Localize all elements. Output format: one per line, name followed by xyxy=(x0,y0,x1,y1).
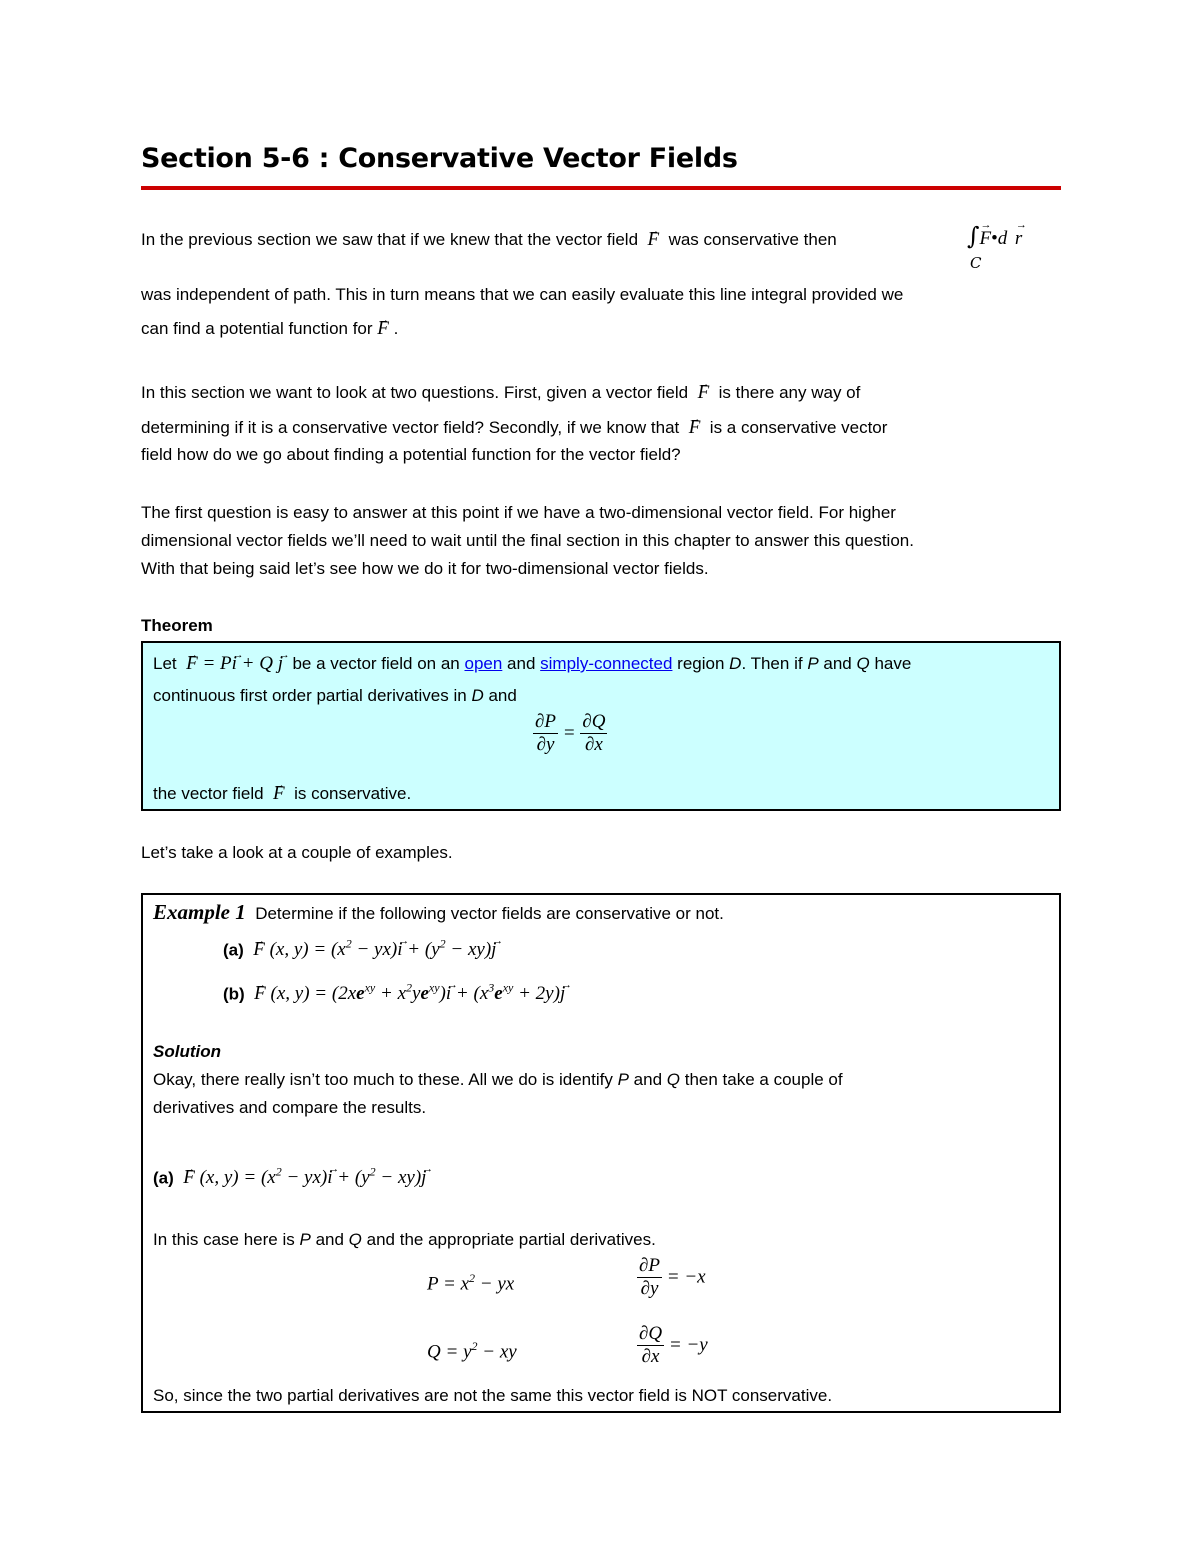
case-text: and the appropriate partial derivatives. xyxy=(366,1230,656,1249)
link-open[interactable]: open xyxy=(464,654,503,673)
intro-line-3: can find a potential function for → F . xyxy=(141,318,398,340)
theorem-text: Let xyxy=(153,654,177,673)
theorem-line-1 xyxy=(153,653,911,675)
part-label: (a) xyxy=(223,940,244,960)
case-text: In this case here is xyxy=(153,1230,295,1249)
intro-line-1 xyxy=(141,229,837,251)
solution-part-a xyxy=(153,1161,426,1189)
theorem-var: P xyxy=(807,654,819,673)
part-label: (a) xyxy=(153,1168,174,1188)
theorem-text: and xyxy=(488,686,517,705)
example-label: Example 1 xyxy=(153,900,246,924)
solution-text: and xyxy=(633,1070,663,1089)
case-text: and xyxy=(315,1230,344,1249)
vector-F: → F xyxy=(689,417,701,439)
theorem-text: . Then if xyxy=(741,654,803,673)
equation-a: → F (x, $y) = (x^2 - yx)\to i + (y^2 - xy)\to j$ xyxy=(253,939,496,960)
example-part-b xyxy=(223,977,565,1005)
theorem-text: the vector field xyxy=(153,784,264,803)
intro-text: can find a potential function for xyxy=(141,319,373,338)
theorem-text: continuous first order partial derivatives in xyxy=(153,686,467,705)
intro-text: In the previous section we saw that if we knew that the vector field xyxy=(141,230,639,249)
theorem-text: is conservative. xyxy=(294,784,412,803)
intro-line-8: dimensional vector fields we’ll need to wait until the final section in this chapter to answer this question. xyxy=(141,531,914,550)
theorem-var: D xyxy=(471,686,484,705)
intro-line-2: was independent of path. This in turn means that we can easily evaluate this line integral provided we xyxy=(141,285,904,304)
integral-subscript-C: C xyxy=(970,254,982,272)
solution-line-1 xyxy=(153,1069,843,1091)
solution-var: Q xyxy=(666,1070,681,1089)
link-simply-connected[interactable]: simply-connected xyxy=(540,654,673,673)
vector-F: → F xyxy=(648,229,660,251)
theorem-box xyxy=(141,641,1061,811)
theorem-line-2 xyxy=(153,685,517,707)
theorem-text: be a vector field on an xyxy=(292,654,460,673)
transition-text: Let’s take a look at a couple of examples. xyxy=(141,843,453,862)
theorem-line-3 xyxy=(153,783,411,805)
intro-line-6: field how do we go about finding a potential function for the vector field? xyxy=(141,445,681,464)
solution-var: P xyxy=(617,1070,629,1089)
example-prompt: Determine if the following vector fields are conservative or not. xyxy=(255,904,724,923)
vector-F: → F xyxy=(377,318,389,340)
line-integral: ∫→ F•d → r xyxy=(967,222,1022,250)
equation-b: → F (x, $y) = (2xe^{xy} + x^2ye^{xy})\to i + (x^3e^{xy} + 2y)\to j$ xyxy=(254,983,565,1004)
case-var: Q xyxy=(348,1230,362,1249)
theorem-text: region xyxy=(677,654,725,673)
intro-line-9: With that being said let’s see how we do it for two-dimensional vector fields. xyxy=(141,559,709,578)
example-header xyxy=(153,901,724,925)
example-box xyxy=(141,893,1061,1413)
Q-definition: $Q = y^2$ − xy xyxy=(427,1339,517,1363)
solution-heading: Solution xyxy=(153,1042,221,1061)
part-label: (b) xyxy=(223,984,245,1004)
solution-text: then take a couple of xyxy=(684,1070,843,1089)
case-var: P xyxy=(299,1230,311,1249)
intro-line-7: The first question is easy to answer at this point if we have a two-dimensional vector field. For higher xyxy=(141,503,896,522)
dQ-dx-result: $\frac{\partial Q}{\partial x}$ = −y xyxy=(639,1323,708,1367)
intro-text: is a conservative vector xyxy=(709,418,888,437)
theorem-var: D xyxy=(729,654,742,673)
theorem-heading: Theorem xyxy=(141,616,213,635)
theorem-text: and xyxy=(823,654,852,673)
intro-text: In this section we want to look at two questions. First, given a vector field xyxy=(141,383,689,402)
intro-text: is there any way of xyxy=(718,383,861,402)
theorem-text: and xyxy=(507,654,536,673)
theorem-text: have xyxy=(874,654,912,673)
conclusion-text: So, since the two partial derivatives are not the same this vector field is NOT conservative. xyxy=(153,1386,833,1405)
dP-dy-result: $\frac{\partial P}{\partial y}$ = −x xyxy=(639,1255,706,1299)
P-definition: $P = x^2$ − yx xyxy=(427,1271,515,1295)
intro-text: was conservative then xyxy=(668,230,837,249)
solution-line-2: derivatives and compare the results. xyxy=(153,1098,427,1117)
theorem-var: Q xyxy=(856,654,870,673)
intro-text: determining if it is a conservative vector field? Secondly, if we know that xyxy=(141,418,680,437)
case-line xyxy=(153,1229,656,1251)
intro-line-4 xyxy=(141,382,860,404)
section-title: Section 5-6 : Conservative Vector Fields xyxy=(141,143,738,174)
theorem-equation: → F = P→ i + Q → j xyxy=(186,653,283,674)
vector-F: → F xyxy=(698,382,710,404)
equation-a-repeat: → F (x, $y) = (x^2 - yx)\to i + (y^2 - xy)\to j$ xyxy=(183,1167,426,1188)
title-underline xyxy=(141,186,1061,190)
solution-text: Okay, there really isn’t too much to these. All we do is identify xyxy=(153,1070,613,1089)
vector-F: → F xyxy=(273,783,285,805)
example-part-a xyxy=(223,933,496,961)
partial-equality: $\frac{\partial P}{\partial y}$ = $\frac{\partial Q}{\partial x}$ xyxy=(535,711,606,755)
intro-line-5 xyxy=(141,417,887,439)
